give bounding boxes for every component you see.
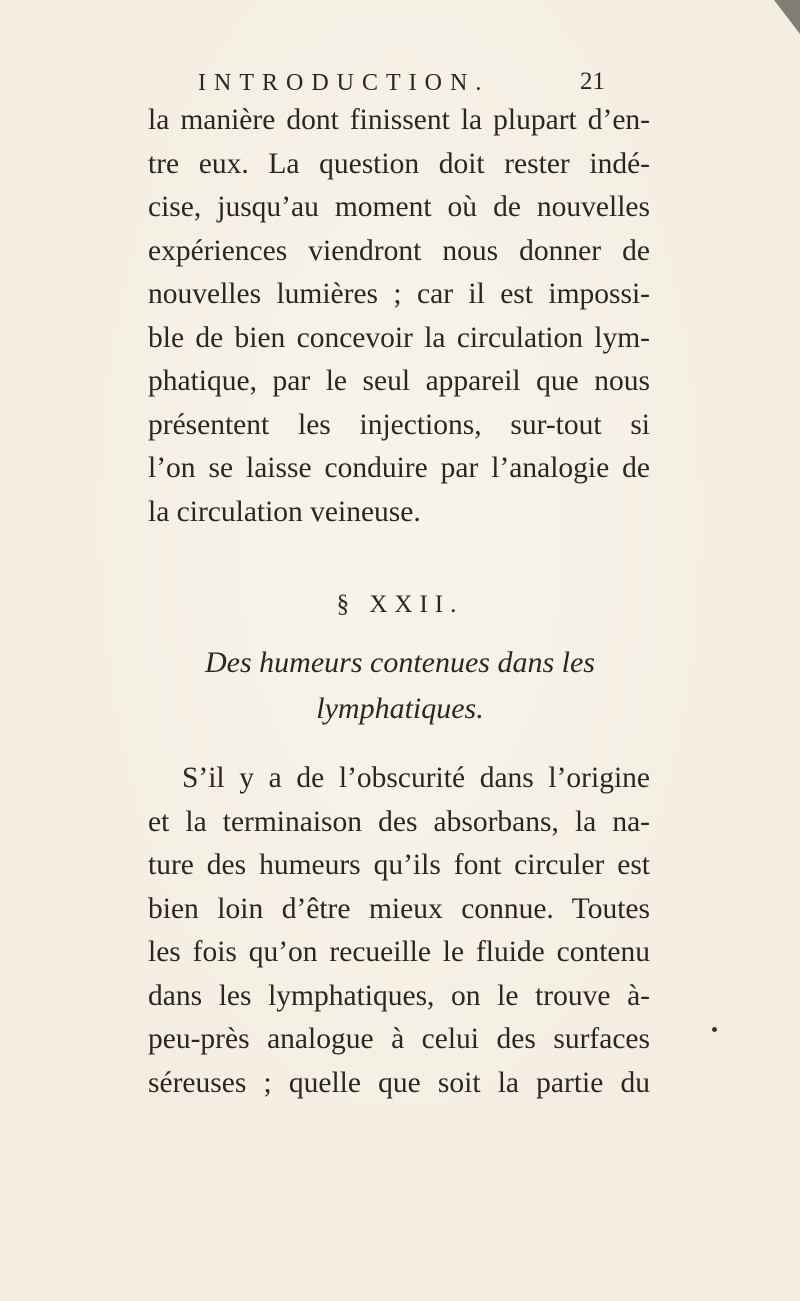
text-line: la manière dont finissent la plupart d’en- xyxy=(148,104,650,136)
text-line: la circulation veineuse. xyxy=(148,495,421,528)
text-line: séreuses ; quelle que soit la partie du xyxy=(148,1066,650,1099)
corner-shadow xyxy=(774,0,800,34)
paper-speck xyxy=(712,1027,717,1032)
paragraph-1 xyxy=(148,99,650,534)
text-line: phatique, par le seul appareil que nous xyxy=(148,365,650,397)
section-title xyxy=(0,640,800,732)
text-line: dans les lymphatiques, on le trouve à- xyxy=(148,979,650,1012)
paragraph-2 xyxy=(148,757,650,1105)
section-number: § XXII. xyxy=(336,591,464,618)
text-line: expériences viendront nous donner de xyxy=(148,234,650,267)
section-title-line: Des humeurs contenues dans les xyxy=(205,646,595,679)
text-line: ture des humeurs qu’ils font circuler est xyxy=(148,849,650,881)
section-title-line: lymphatiques. xyxy=(316,692,484,725)
text-line: tre eux. La question doit rester indé- xyxy=(148,147,650,180)
running-title: INTRODUCTION. xyxy=(198,70,490,96)
text-line: peu-près analogue à celui des surfaces xyxy=(148,1023,650,1055)
text-line: et la terminaison des absorbans, la na- xyxy=(148,805,650,838)
text-line: bien loin d’être mieux connue. Toutes xyxy=(148,892,650,925)
running-header xyxy=(0,60,800,100)
text-line: nouvelles lumières ; car il est impossi- xyxy=(148,278,650,310)
text-line: ble de bien concevoir la circulation lym- xyxy=(148,321,650,354)
text-line: l’on se laisse conduire par l’analogie de xyxy=(148,452,650,484)
text-line: S’il y a de l’obscurité dans l’origine xyxy=(182,762,650,794)
text-line: cise, jusqu’au moment où de nouvelles xyxy=(148,191,650,223)
text-line: présentent les injections, sur-tout si xyxy=(148,408,650,441)
page-number: 21 xyxy=(580,68,605,95)
text-line: les fois qu’on recueille le fluide contenu xyxy=(148,936,650,968)
